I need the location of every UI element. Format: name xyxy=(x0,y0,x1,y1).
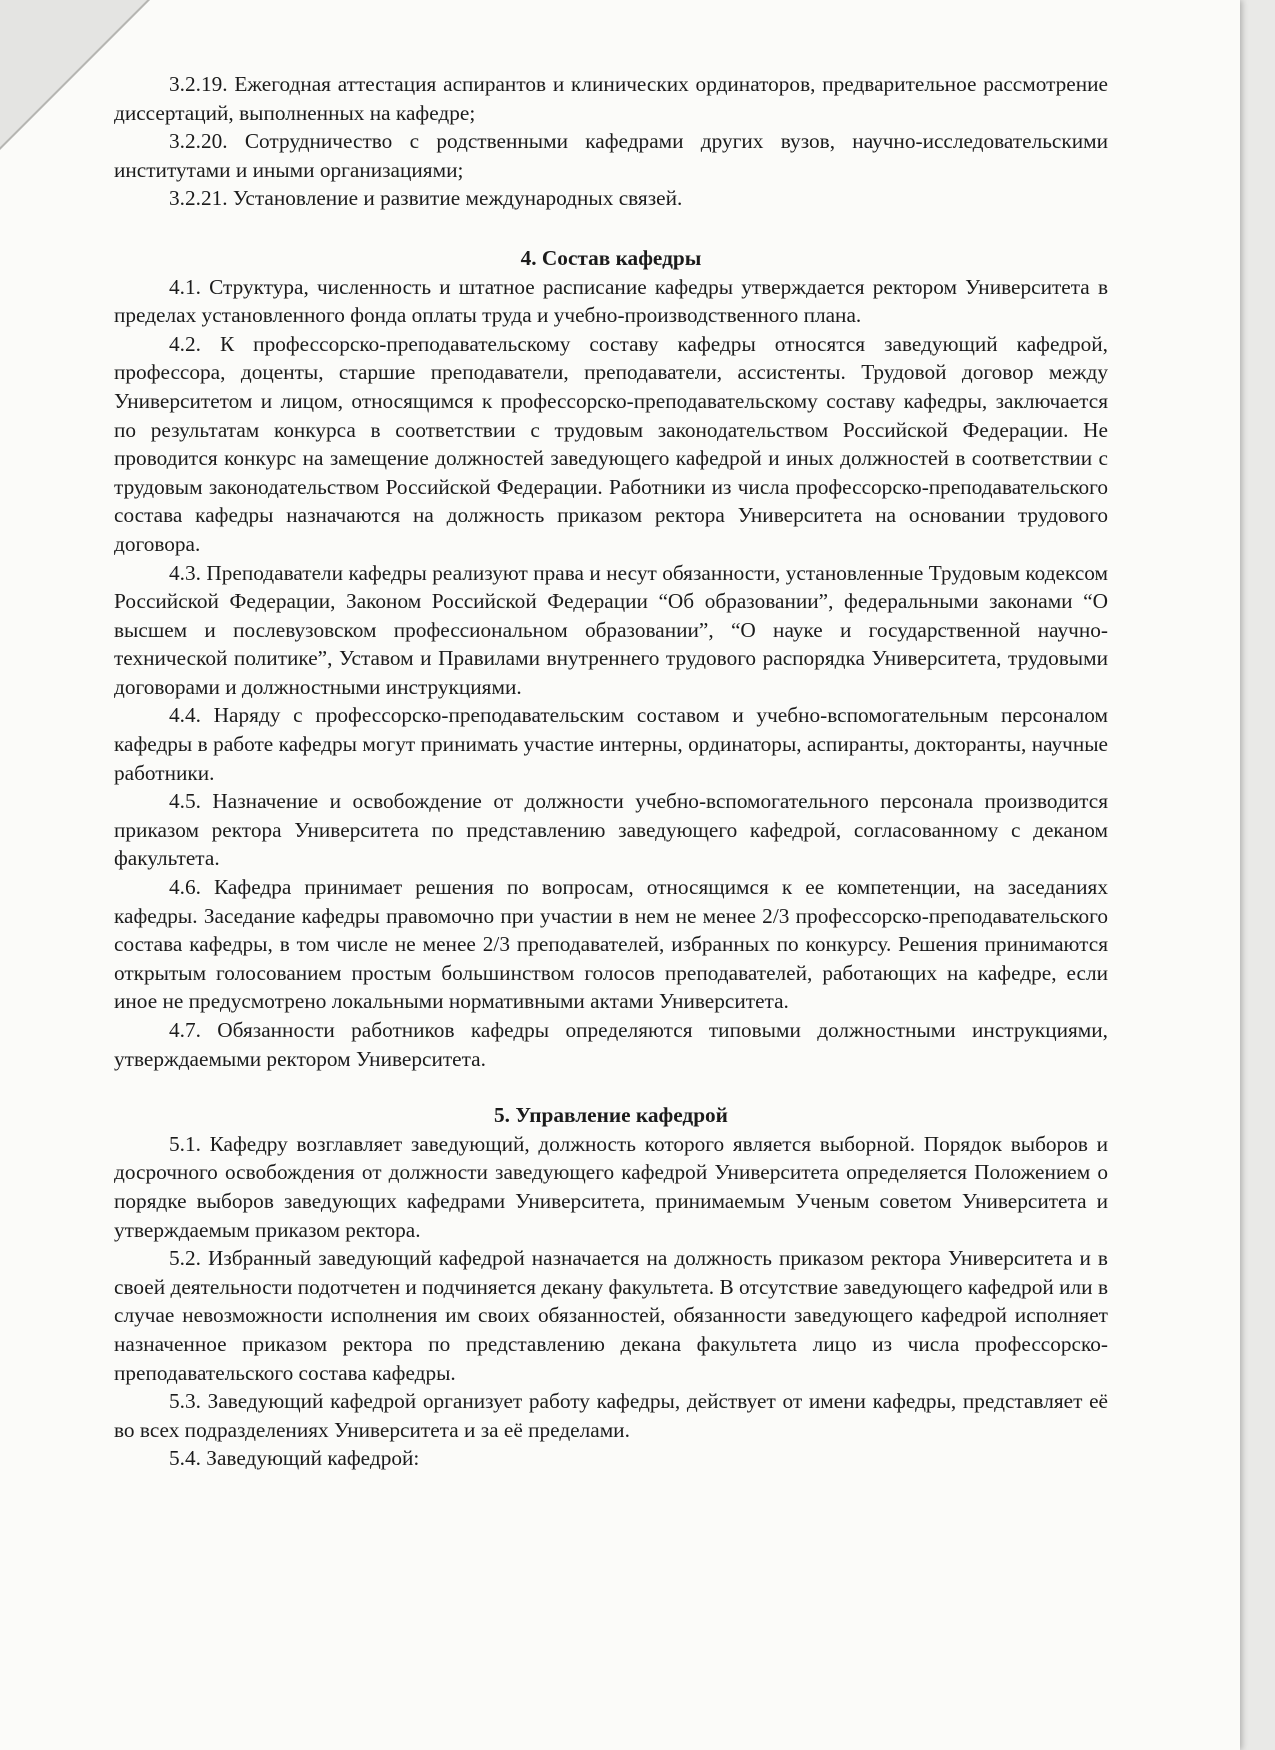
paragraph-4-7: 4.7. Обязанности работников кафедры определяются типовыми должностными инструкциями, утверждаемыми ректором Университета. xyxy=(114,1018,1108,1071)
paragraph-4-1: 4.1. Структура, численность и штатное расписание кафедры утверждается ректором Университета в пределах установленного фонда оплаты труда и учебно-производственного плана. xyxy=(114,274,1108,328)
paragraph-5-1: 5.1. Кафедру возглавляет заведующий, должность которого является выборной. Порядок выборов и досрочного освобождения от должности заведующего кафедрой Университета определяется Положением о порядке выборов заведующих кафедрами Университета, принимаемым Ученым советом Университета и утверждаемым приказом ректора. xyxy=(114,1131,1108,1242)
paragraph-4-3: 4.3. Преподаватели кафедры реализуют права и несут обязанности, установленные Трудовым кодексом Российской Федерации, Законом Российской Федерации “Об образовании”, федеральными законами “О высшем и послевузовском профессиональном образовании”, “О науке и государственной научно-технической политике”, Уставом и Правилами внутреннего трудового распорядка Университета, трудовыми договорами и должностными инструкциями. xyxy=(114,560,1108,699)
paragraph-3-2-20: 3.2.20. Сотрудничество с родственными кафедрами других вузов, научно-исследовательскими институтами и иными организациями; xyxy=(114,129,1108,182)
paragraph-4-2: 4.2. К профессорско-преподавательскому составу кафедры относятся заведующий кафедрой, профессора, доценты, старшие преподаватели, преподаватели, ассистенты. Трудовой договор между Университетом и лицом, относящимся к профессорско-преподавательскому составу кафедры, заключается по результатам конкурса в соответствии с трудовым законодательством Российской Федерации. Не проводится конкурс на замещение должностей заведующего кафедрой и иных должностей в соответствии с трудовым законодательством Российской Федерации. Работники из числа профессорско-преподавательского состава кафедры назначаются на должность приказом ректора Университета на основании трудового договора. xyxy=(114,331,1108,556)
paragraph-5-4: 5.4. Заведующий кафедрой: xyxy=(169,1446,420,1471)
paragraph-5-2: 5.2. Избранный заведующий кафедрой назначается на должность приказом ректора Университета и в своей деятельности подотчетен и подчиняется декану факультета. В отсутствие заведующего кафедрой или в случае невозможности исполнения им своих обязанностей, обязанности заведующего кафедрой исполняет назначенное приказом ректора по представлению декана факультета лицо из числа профессорско-преподавательского состава кафедры. xyxy=(114,1246,1108,1385)
section-4-heading: 4. Состав кафедры xyxy=(520,245,702,270)
paragraph-5-3: 5.3. Заведующий кафедрой организует работу кафедры, действует от имени кафедры, представляет её во всех подразделениях Университета и за её пределами. xyxy=(114,1389,1108,1442)
paragraph-3-2-21: 3.2.21. Установление и развитие международных связей. xyxy=(169,186,683,211)
paragraph-4-4: 4.4. Наряду с профессорско-преподавательским составом и учебно-вспомогательным персоналом кафедры в работе кафедры могут принимать участие интерны, ординаторы, аспиранты, докторанты, научные работники. xyxy=(114,703,1108,785)
document-body xyxy=(114,70,1108,1473)
paragraph-3-2-19: 3.2.19. Ежегодная аттестация аспирантов и клинических ординаторов, предварительное рассмотрение диссертаций, выполненных на кафедре; xyxy=(114,72,1108,125)
paragraph-4-6: 4.6. Кафедра принимает решения по вопросам, относящимся к ее компетенции, на заседаниях кафедры. Заседание кафедры правомочно при участии в нем не менее 2/3 профессорско-преподавательского состава кафедры, в том числе не менее 2/3 преподавателей, избранных по конкурсу. Решения принимаются открытым голосованием простым большинством голосов преподавателей, работающих на кафедре, если иное не предусмотрено локальными нормативными актами Университета. xyxy=(114,875,1108,1014)
section-5-heading: 5. Управление кафедрой xyxy=(494,1103,728,1128)
paragraph-4-5: 4.5. Назначение и освобождение от должности учебно-вспомогательного персонала производится приказом ректора Университета по представлению заведующего кафедрой, согласованному с деканом факультета. xyxy=(114,789,1108,871)
